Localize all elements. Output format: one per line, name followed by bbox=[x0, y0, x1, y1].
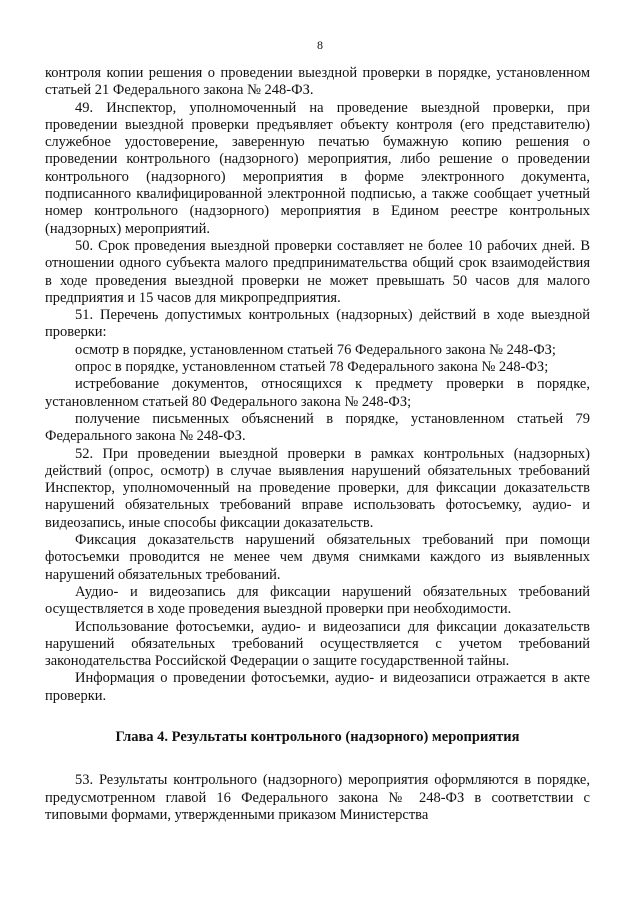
paragraph-state-secret: Использование фотосъемки, аудио- и видеозаписи для фиксации доказательств нарушений обязательных требований осуществляется с учетом требований законодательства Российской Федерации о защите государственной тайны. bbox=[45, 618, 590, 670]
list-item-explanations: получение письменных объяснений в порядке, установленном статьей 79 Федерального закона № 248-ФЗ. bbox=[45, 410, 590, 445]
page-number: 8 bbox=[317, 38, 323, 52]
list-item-survey: опрос в порядке, установленном статьей 78 Федерального закона № 248-ФЗ; bbox=[75, 359, 549, 376]
paragraph-51: 51. Перечень допустимых контрольных (надзорных) действий в ходе выездной проверки: bbox=[45, 307, 590, 341]
paragraph-49: 49. Инспектор, уполномоченный на проведение выездной проверки, при проведении выездной проверки предъявляет объекту контроля (его представителю) служебное удостоверение, заверенную печатью бумажную копию решения о проведении контрольного (надзорного) мероприятия, либо решение о проведении контрольного (надзорного) мероприятия в форме электронного документа, подписанного квалифицированной электронной подписью, а также сообщает учетный номер контрольного (надзорного) мероприятия в Едином реестре контрольных (надзорных) мероприятий. bbox=[45, 99, 590, 237]
chapter-heading: Глава 4. Результаты контрольного (надзорного) мероприятия bbox=[115, 728, 520, 745]
paragraph-53: 53. Результаты контрольного (надзорного) мероприятия оформляются в порядке, предусмотренном главой 16 Федерального закона № 248-ФЗ в соответствии с типовыми формами, утвержденными приказом Министерства bbox=[45, 772, 590, 823]
paragraph-inspection-act: Информация о проведении фотосъемки, аудио- и видеозаписи отражается в акте проверки. bbox=[45, 670, 590, 704]
paragraph-audio-video: Аудио- и видеозапись для фиксации нарушений обязательных требований осуществляется в ходе проведения выездной проверки при необходимости. bbox=[45, 583, 590, 618]
list-item-inspection: осмотр в порядке, установленном статьей 76 Федерального закона № 248-ФЗ; bbox=[75, 341, 556, 358]
paragraph-photo-evidence: Фиксация доказательств нарушений обязательных требований при помощи фотосъемки проводится не менее чем двумя снимками каждого из выявленных нарушений обязательных требований. bbox=[45, 532, 590, 583]
paragraph-50: 50. Срок проведения выездной проверки составляет не более 10 рабочих дней. В отношении одного субъекта малого предпринимательства общий срок взаимодействия в ходе проведения выездной проверки не может превышать 50 часов для малого предприятия и 15 часов для микропредприятия. bbox=[45, 237, 590, 306]
paragraph-52: 52. При проведении выездной проверки в рамках контрольных (надзорных) действий (опрос, осмотр) в случае выявления нарушений обязательных требований Инспектор, уполномоченный на проведение проверки, для фиксации доказательств нарушений обязательных требований вправе использовать фотосъемку, аудио- и видеозапись, иные способы фиксации доказательств. bbox=[45, 445, 590, 531]
paragraph-continuation: контроля копии решения о проведении выездной проверки в порядке, установленном статьей 21 Федерального закона № 248-ФЗ. bbox=[45, 65, 590, 99]
page-body bbox=[45, 65, 590, 824]
list-item-documents: истребование документов, относящихся к предмету проверки в порядке, установленном статьей 80 Федерального закона № 248-ФЗ; bbox=[45, 376, 590, 410]
